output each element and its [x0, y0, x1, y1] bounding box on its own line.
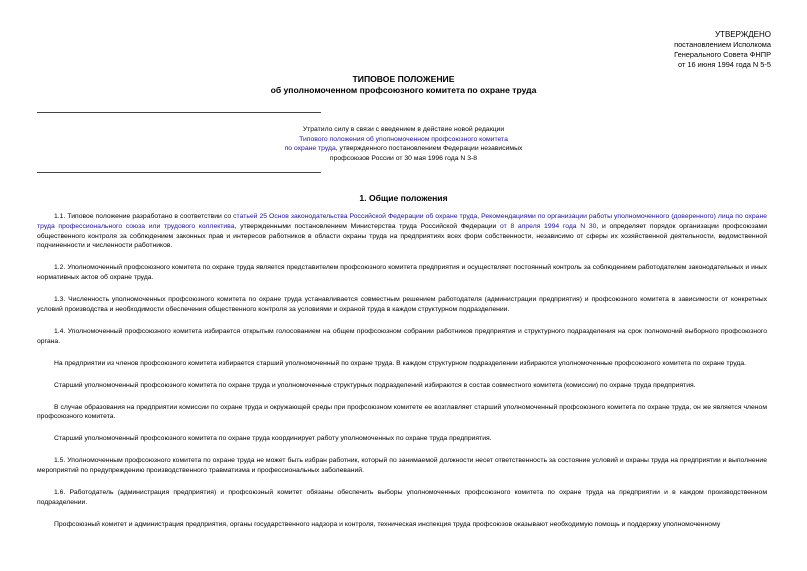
p1-text-b: ,	[477, 213, 482, 220]
title-line-1: ТИПОВОЕ ПОЛОЖЕНИЕ	[352, 74, 455, 84]
top-divider	[37, 112, 321, 113]
document-body	[37, 212, 767, 542]
link-article-25[interactable]: статьей 25 Основ законодательства Российской Федерации об охране труда	[233, 213, 478, 220]
approval-line: постановлением Исполкома	[674, 40, 771, 49]
bottom-divider	[37, 172, 321, 173]
paragraph-1-1	[37, 212, 767, 251]
section-title: 1. Общие положения	[359, 193, 448, 203]
p1-text-c: , утвержденными постановлением Министерства труда Российской Федерации	[234, 222, 501, 230]
approval-block	[674, 30, 771, 70]
paragraph-joint-committee: Старший уполномоченный профсоюзного комитета по охране труда и уполномоченные структурных подразделений избираются в состав совместного комитета (комиссии) по охране труда предприятия.	[54, 381, 696, 389]
paragraph-support: Профсоюзный комитет и администрация предприятия, органы государственного надзора и контроля, техническая инспекция труда профсоюзов оказывают необходимую помощь и поддержку уполномоченному	[54, 521, 721, 529]
paragraph-1-4: 1.4. Уполномоченный профсоюзного комитета избирается открытым голосованием на общем профсоюзном собрании работников предприятия и структурного подразделения на срок полномочий выборного профсоюзного органа.	[37, 327, 767, 345]
approval-head: УТВЕРЖДЕНО	[714, 30, 771, 39]
p1-text-a: 1.1. Типовое положение разработано в соответствии со	[54, 213, 234, 220]
paragraph-commission: В случае образования на предприятии комиссии по охране труда и окружающей среды при профсоюзном комитете ее возглавляет старший уполномоченный профсоюзного комитета по охране труда, он же является членом профсоюзного комитета.	[37, 403, 767, 421]
paragraph-1-3: 1.3. Численность уполномоченных профсоюзного комитета по охране труда устанавливается совместным решением работодателя (администрации предприятия) и профсоюзного комитета в зависимости от конкретных условий производства и необходимости обеспечения общественного контроля за условиями и охраной труда в каждом структурном подразделении.	[37, 296, 767, 313]
paragraph-coordination: Старший уполномоченный профсоюзного комитета по охране труда координирует работу уполномоченных по охране труда предприятия.	[54, 435, 492, 443]
note-line-1: Утратило силу в связи с введением в действие новой редакции	[302, 126, 505, 133]
paragraph-1-5: 1.5. Уполномоченным профсоюзного комитета по охране труда не может быть избран работник, который по занимаемой должности несет ответственность за состояние условий и охраны труда на предприятии и выполнение мероприятий по предупреждению производственного травматизма и профессиональных заболеваний.	[37, 457, 767, 475]
p1-text-d: , и определяет порядок организации профсоюзами общественного контроля за соблюдением законных прав и интересов работников в области охраны труда на предприятиях всех форм собственности, независимо от сферы их хозяйственной деятельности, ведомственной подчиненности и численности работников.	[37, 222, 768, 250]
title-line-2: об уполномоченном профсоюзного комитета по охране труда	[270, 85, 537, 95]
note-link-positions[interactable]: Типового положения об уполномоченном профсоюзного комитета	[299, 135, 508, 143]
approval-line: Генерального Совета ФНПР	[674, 50, 771, 59]
link-recommendations[interactable]: Рекомендациями по организации работы уполномоченного (доверенного) лица по охране труда профессионального союза или трудового коллектива	[37, 213, 767, 230]
paragraph-1-6: 1.6. Работодатель (администрация предприятия) и профсоюзный комитет обязаны обеспечить выборы уполномоченных профсоюзного комитета по охране труда на предприятии и в каждом производственном подразделении.	[37, 489, 767, 507]
paragraph-1-2: 1.2. Уполномоченный профсоюзного комитета по охране труда является представителем профсоюзного комитета предприятия и осуществляет постоянный контроль за соблюдением работодателем законодательных и иных нормативных актов об охране труда.	[37, 264, 767, 282]
paragraph-senior: На предприятии из членов профсоюзного комитета избирается старший уполномоченный по охране труда. В каждом структурном подразделении избираются уполномоченные профсоюзного комитета по охране труда.	[54, 359, 747, 367]
note-line-3-tail: , утвержденного постановлением Федерации независимых	[335, 145, 523, 153]
approval-line: от 16 июня 1994 года N 5-5	[678, 60, 771, 69]
document-title	[0, 74, 807, 96]
repeal-note	[0, 125, 807, 163]
link-decree-date[interactable]: от 8 апреля 1994 года N 30	[500, 222, 597, 230]
note-link-labor[interactable]: по охране труда	[284, 145, 336, 153]
note-line-4: профсоюзов России от 30 мая 1996 года N 3-8	[329, 154, 478, 162]
